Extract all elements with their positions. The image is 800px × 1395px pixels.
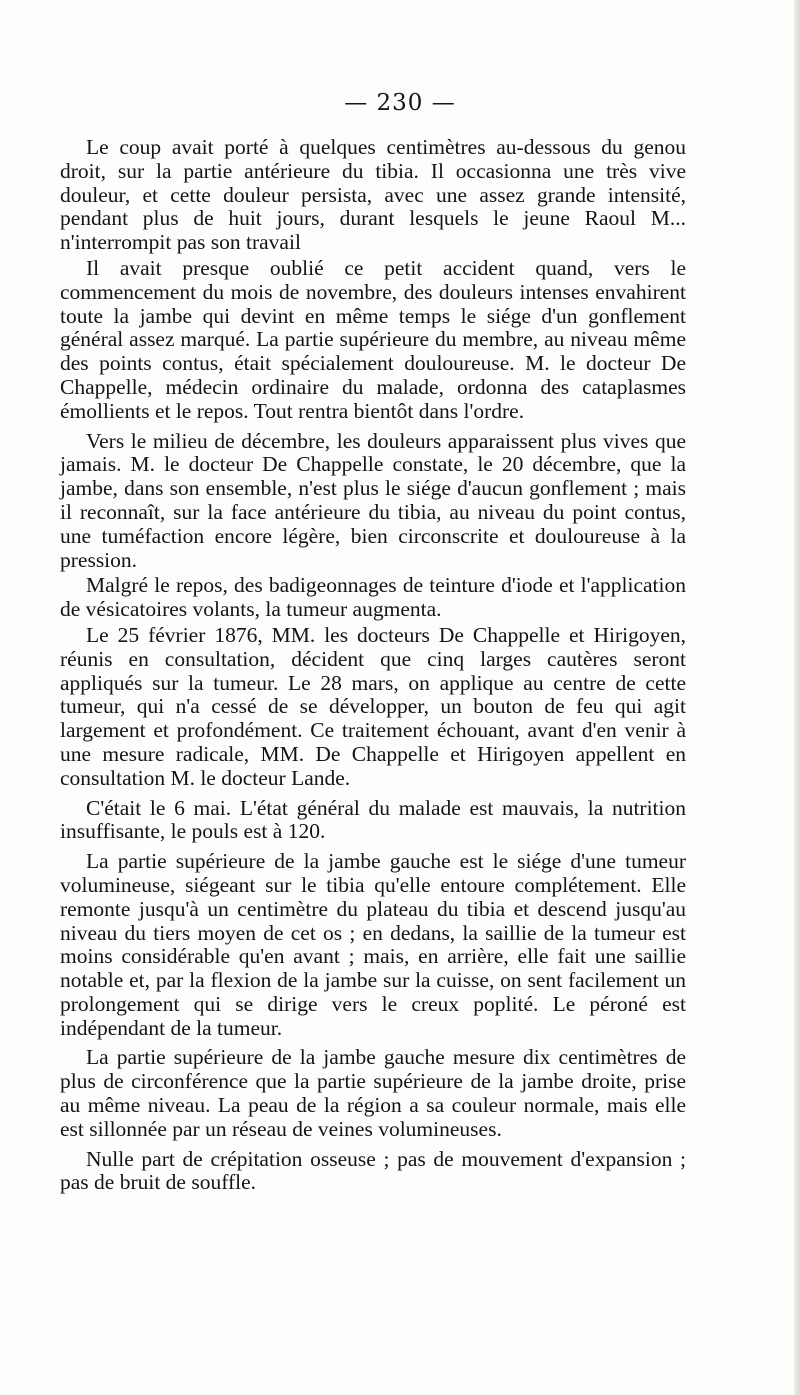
paragraph: Vers le milieu de décembre, les douleurs apparaissent plus vives que jamais. M. le docteur De Chappelle constate, le 20 décembre, que la jambe, dans son ensemble, n'est plus le siége d'aucun gonflement ; mais il reconnaît, sur la face antérieure du tibia, au niveau du point contus, une tuméfaction encore légère, bien circonscrite et douloureuse à la pression. [60,428,686,572]
paragraph: Le coup avait porté à quelques centimètres au-dessous du genou droit, sur la partie antérieure du tibia. Il occasionna une très vive douleur, et cette douleur persista, avec une assez grande intensité, pendant plus de huit jours, durant lesquels le jeune Raoul M... n'interrompit pas son travail [60,135,686,255]
paragraph: Il avait presque oublié ce petit accident quand, vers le commencement du mois de novembre, des douleurs intenses envahirent toute la jambe qui devint en même temps le siége d'un gonflement général assez marqué. La partie supérieure du membre, au niveau même des points contus, était spécialement douloureuse. M. le docteur De Chappelle, médecin ordinaire du malade, ordonna des cataplasmes émollients et le repos. Tout rentra bientôt dans l'ordre. [60,255,686,423]
body-text [60,136,686,1201]
scan-edge [794,0,800,1395]
paragraph: La partie supérieure de la jambe gauche mesure dix centimètres de plus de circonférence que la partie supérieure de la jambe droite, prise au même niveau. La peau de la région a sa couleur normale, mais elle est sillonnée par un réseau de veines volumineuses. [60,1045,686,1141]
paragraph: Nulle part de crépitation osseuse ; pas de mouvement d'expansion ; pas de bruit de souffle. [60,1146,686,1195]
page-number: — 230 — [344,90,456,116]
paragraph: Le 25 février 1876, MM. les docteurs De Chappelle et Hirigoyen, réunis en consultation, décident que cinq larges cautères seront appliqués sur la tumeur. Le 28 mars, on applique au centre de cette tumeur, qui n'a cessé de se développer, un bouton de feu qui agit largement et profondément. Ce traitement échouant, avant d'en venir à une mesure radicale, MM. De Chappelle et Hirigoyen appellent en consultation M. le docteur Lande. [60,622,686,790]
paragraph: Malgré le repos, des badigeonnages de teinture d'iode et l'application de vésicatoires volants, la tumeur augmenta. [60,573,686,622]
paragraph: C'était le 6 mai. L'état général du malade est mauvais, la nutrition insuffisante, le pouls est à 120. [60,795,686,844]
paragraph: La partie supérieure de la jambe gauche est le siége d'une tumeur volumineuse, siégeant sur le tibia qu'elle entoure complétement. Elle remonte jusqu'à un centimètre du plateau du tibia et descend jusqu'au niveau du tiers moyen de cet os ; en dedans, la saillie de la tumeur est moins considérable qu'en avant ; mais, en arrière, elle fait une saillie notable et, par la flexion de la jambe sur la cuisse, on sent facilement un prolongement qui se dirige vers le creux poplité. Le péroné est indépendant de la tumeur. [60,849,686,1040]
